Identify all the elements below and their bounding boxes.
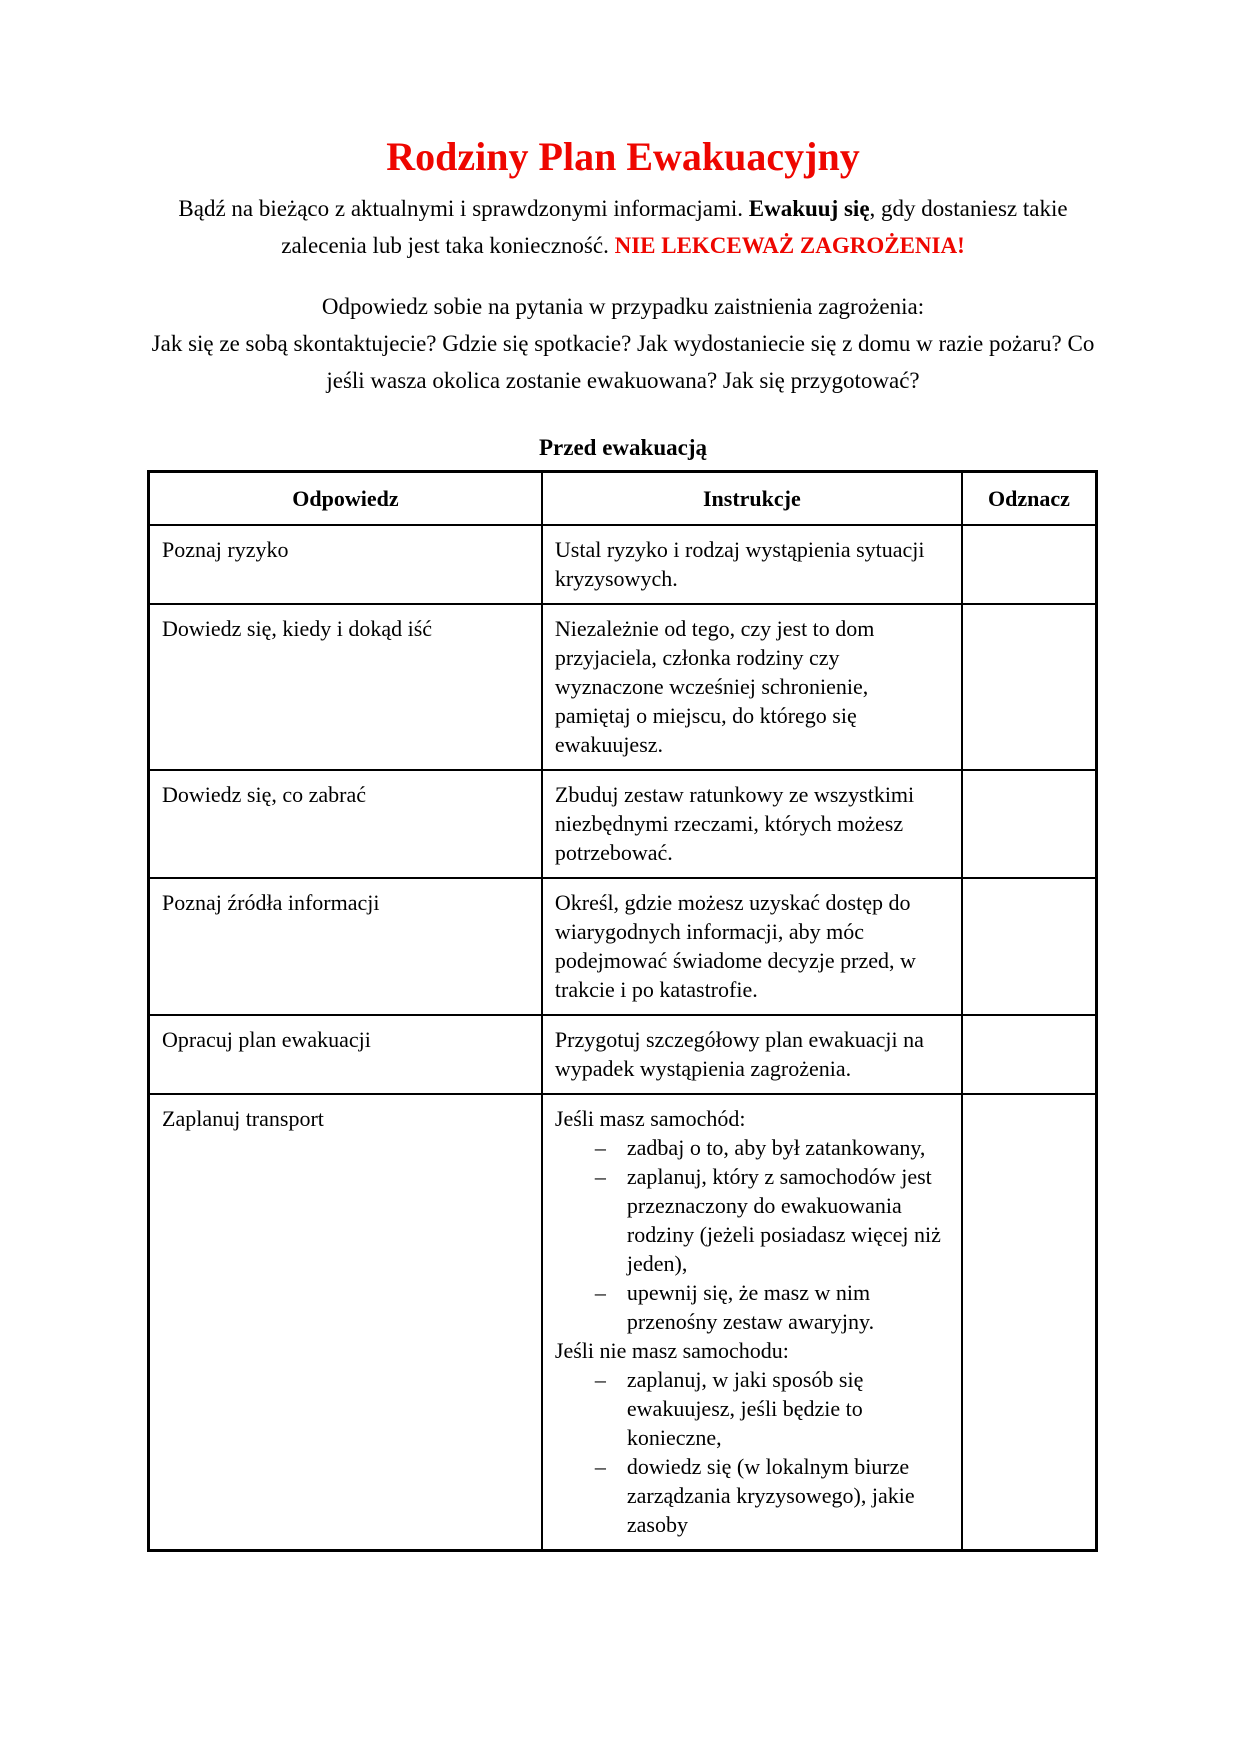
instruction-text: Niezależnie od tego, czy jest to dom przyjaciela, członka rodziny czy wyznaczone wcześniej schronienie, pamiętaj o miejscu, do którego się ewakuujesz. (554, 616, 875, 757)
questions-paragraph (147, 288, 1099, 399)
instructions-cell (542, 604, 962, 770)
intro-text-part1: Bądź na bieżąco z aktualnymi i sprawdzonymi informacjami. (178, 196, 749, 221)
intro-bold-phrase: Ewakuuj się (748, 196, 870, 221)
instruction-text: Jeśli nie masz samochodu: (554, 1338, 789, 1363)
check-cell[interactable] (962, 770, 1097, 878)
dash-bullet: – (594, 1454, 606, 1479)
dash-bullet: – (594, 1164, 606, 1189)
check-cell[interactable] (962, 878, 1097, 1015)
instruction-text: Jeśli masz samochód: (554, 1106, 746, 1131)
answer-cell: Zaplanuj transport (149, 1094, 542, 1551)
instruction-list-item (555, 1162, 949, 1278)
answer-cell: Poznaj źródła informacji (149, 878, 542, 1015)
instructions-cell (542, 525, 962, 604)
column-header-odpowiedz: Odpowiedz (149, 472, 542, 526)
table-row (149, 1094, 1097, 1551)
table-row (149, 878, 1097, 1015)
instruction-list (555, 1365, 949, 1539)
instruction-text: Określ, gdzie możesz uzyskać dostęp do wiarygodnych informacji, aby móc podejmować świadome decyzje przed, w trakcie i po katastrofie. (554, 890, 916, 1002)
table-row (149, 525, 1097, 604)
check-cell[interactable] (962, 525, 1097, 604)
answer-cell: Dowiedz się, co zabrać (149, 770, 542, 878)
instruction-text: Przygotuj szczegółowy plan ewakuacji na wypadek wystąpienia zagrożenia. (554, 1027, 924, 1081)
instructions-cell (542, 878, 962, 1015)
list-item-text: upewnij się, że masz w nim przenośny zestaw awaryjny. (626, 1280, 875, 1334)
instruction-list-item (555, 1452, 949, 1539)
answer-cell: Poznaj ryzyko (149, 525, 542, 604)
answer-cell: Dowiedz się, kiedy i dokąd iść (149, 604, 542, 770)
instruction-list-item (555, 1365, 949, 1452)
list-item-text: zaplanuj, który z samochodów jest przeznaczony do ewakuowania rodziny (jeżeli posiadasz więcej niż jeden), (626, 1164, 941, 1276)
dash-bullet: – (594, 1280, 606, 1305)
check-cell[interactable] (962, 1015, 1097, 1094)
list-item-text: zadbaj o to, aby był zatankowany, (626, 1135, 926, 1160)
questions-text: Jak się ze sobą skontaktujecie? Gdzie się spotkacie? Jak wydostaniecie się z domu w razie pożaru? Co jeśli wasza okolica zostanie ewakuowana? Jak się przygotować? (151, 331, 1095, 393)
table-header-row (149, 472, 1097, 526)
dash-bullet: – (594, 1367, 606, 1392)
instructions-cell (542, 1094, 962, 1551)
instruction-text: Ustal ryzyko i rodzaj wystąpienia sytuacji kryzysowych. (554, 537, 925, 591)
warning-text: NIE LEKCEWAŻ ZAGROŻENIA! (614, 233, 965, 258)
table-row (149, 770, 1097, 878)
check-cell[interactable] (962, 1094, 1097, 1551)
column-header-odznacz: Odznacz (962, 472, 1097, 526)
list-item-text: zaplanuj, w jaki sposób się ewakuujesz, jeśli będzie to konieczne, (626, 1367, 864, 1450)
answer-cell: Opracuj plan ewakuacji (149, 1015, 542, 1094)
instructions-cell (542, 770, 962, 878)
intro-paragraph (147, 190, 1099, 264)
check-cell[interactable] (962, 604, 1097, 770)
list-item-text: dowiedz się (w lokalnym biurze zarządzania kryzysowego), jakie zasoby (626, 1454, 915, 1537)
table-row (149, 1015, 1097, 1094)
instruction-list (555, 1133, 949, 1336)
dash-bullet: – (594, 1135, 606, 1160)
section-heading: Przed ewakuacją (539, 435, 707, 460)
instruction-text: Zbuduj zestaw ratunkowy ze wszystkimi niezbędnymi rzeczami, których możesz potrzebować. (554, 782, 915, 865)
table-row (149, 604, 1097, 770)
questions-intro-line: Odpowiedz sobie na pytania w przypadku zaistnienia zagrożenia: (321, 294, 925, 319)
instruction-list-item (555, 1278, 949, 1336)
instruction-list-item (555, 1133, 949, 1162)
document-title: Rodziny Plan Ewakuacyjny (386, 134, 860, 179)
before-evacuation-table (147, 470, 1098, 1552)
intro-text-part2: , gdy dostaniesz takie zalecenia lub jest taka konieczność. (281, 196, 1068, 258)
instructions-cell (542, 1015, 962, 1094)
column-header-instrukcje: Instrukcje (542, 472, 962, 526)
